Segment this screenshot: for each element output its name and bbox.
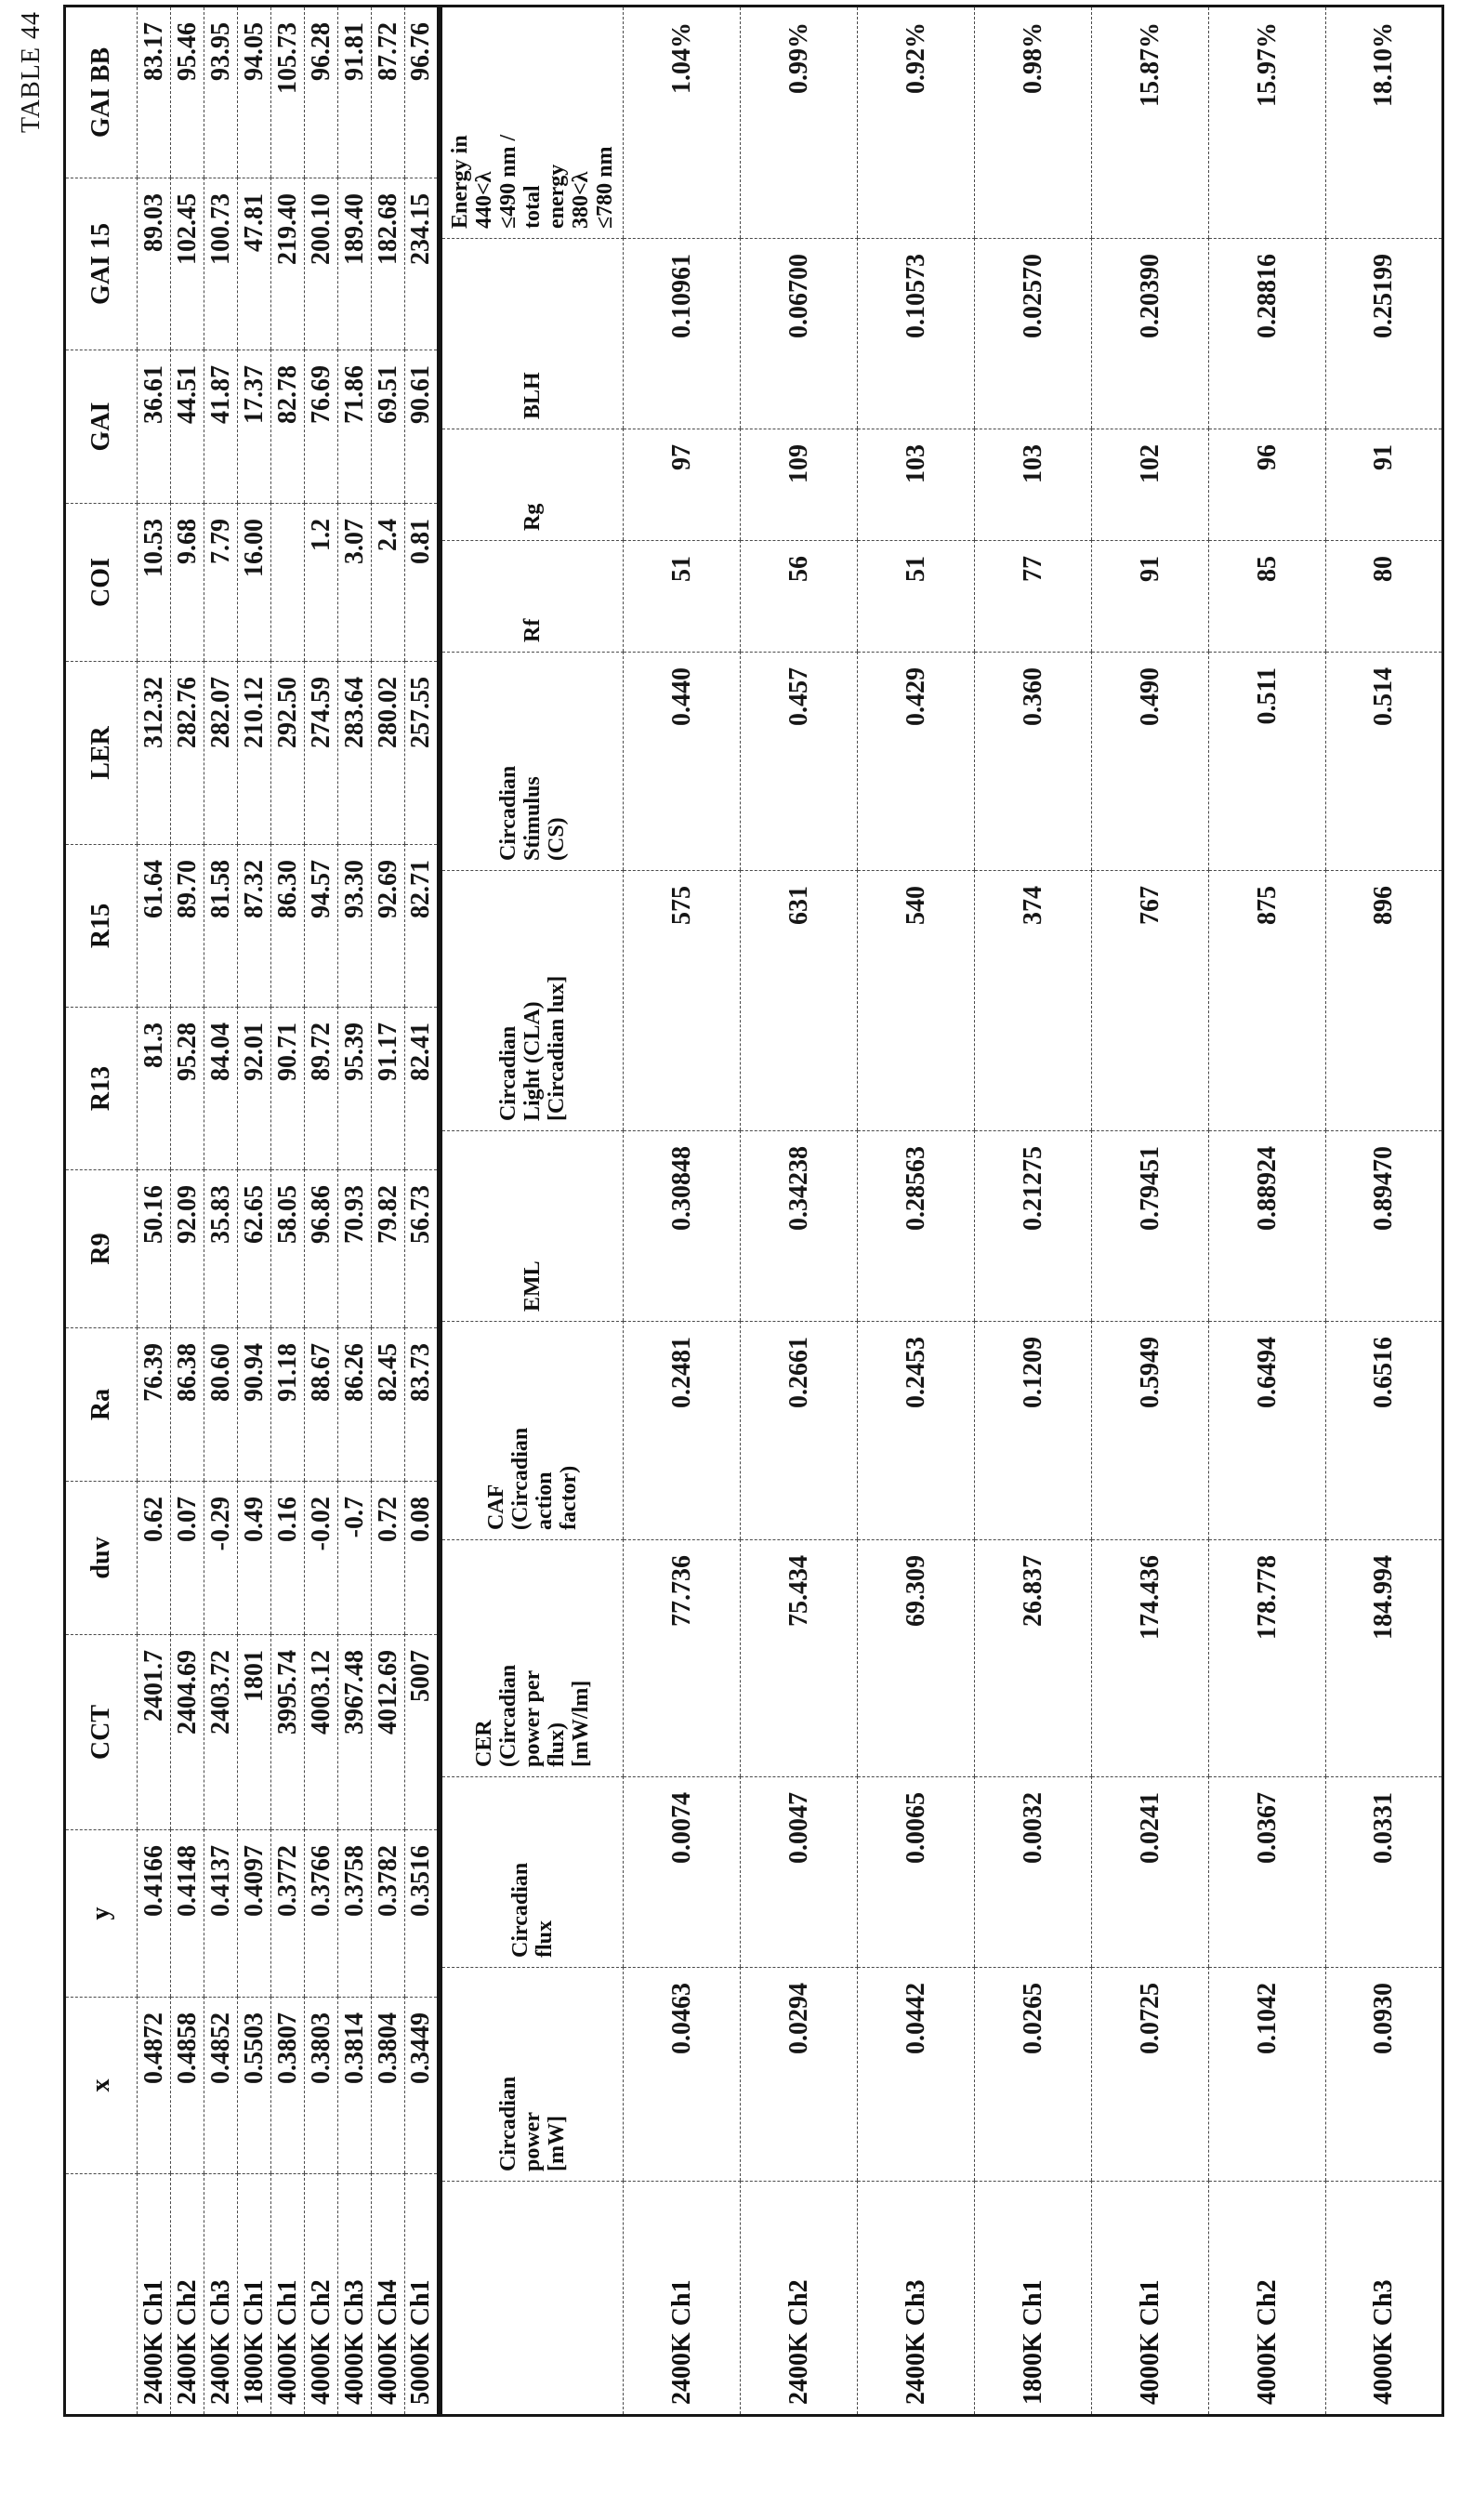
table-cell: 0.88924 — [1209, 1131, 1326, 1322]
table-cell: 0.3782 — [372, 1830, 405, 1998]
table-cell: 0.4872 — [138, 1998, 171, 2174]
row-label: 2400K Ch2 — [171, 2174, 204, 2416]
table-cell: 184.994 — [1326, 1540, 1443, 1777]
table-cell: 90.61 — [405, 350, 439, 504]
table-cell: 105.73 — [271, 7, 305, 178]
table-cell: 0.3803 — [305, 1998, 338, 2174]
table-cell: 81.58 — [204, 845, 238, 1008]
table-cell: 219.40 — [271, 178, 305, 350]
table-cell: 89.03 — [138, 178, 171, 350]
table-cell: 0.89470 — [1326, 1131, 1443, 1322]
table-row — [405, 7, 439, 2416]
rotated-table-area — [17, 7, 1431, 2417]
table-cell: 15.97% — [1209, 7, 1326, 239]
column-header: Circadian Light (CLA) [Circadian lux] — [441, 871, 624, 1131]
table-cell: 280.02 — [372, 662, 405, 845]
table-cell: 312.32 — [138, 662, 171, 845]
table-row — [624, 7, 741, 2416]
table-cell: 51 — [624, 541, 741, 653]
table-cell: 0.1209 — [975, 1322, 1092, 1540]
table-cell: 90.94 — [238, 1328, 271, 1482]
table-row — [1092, 7, 1209, 2416]
table-cell: 92.01 — [238, 1008, 271, 1170]
table-cell: 0.1042 — [1209, 1968, 1326, 2182]
table-cell: 86.38 — [171, 1328, 204, 1482]
table-cell: 0.3814 — [338, 1998, 372, 2174]
column-header: Ra — [65, 1328, 138, 1482]
table-cell: 84.04 — [204, 1008, 238, 1170]
table-row — [238, 7, 271, 2416]
table-row — [271, 7, 305, 2416]
column-header: Circadian flux — [441, 1777, 624, 1968]
table-cell: 0.79451 — [1092, 1131, 1209, 1322]
table-cell: 0.81 — [405, 504, 439, 662]
table-cell: 0.16 — [271, 1482, 305, 1635]
table-cell: 71.86 — [338, 350, 372, 504]
table-cell: 93.30 — [338, 845, 372, 1008]
table-cell: 0.08 — [405, 1482, 439, 1635]
table-cell: 0.0725 — [1092, 1968, 1209, 2182]
table-cell: 0.4148 — [171, 1830, 204, 1998]
table-cell: 0.0047 — [741, 1777, 858, 1968]
table-cell: 0.3449 — [405, 1998, 439, 2174]
table-cell: 5007 — [405, 1635, 439, 1830]
table-cell: 69.51 — [372, 350, 405, 504]
table-cell: 234.15 — [405, 178, 439, 350]
table-row — [138, 7, 171, 2416]
table-cell: 0.6494 — [1209, 1322, 1326, 1540]
table-cell: 1.04% — [624, 7, 741, 239]
table-cell: -0.7 — [338, 1482, 372, 1635]
table-cell: 0.490 — [1092, 653, 1209, 871]
table-cell: 374 — [975, 871, 1092, 1131]
table-cell: 2.4 — [372, 504, 405, 662]
table-row — [305, 7, 338, 2416]
table-cell: 9.68 — [171, 504, 204, 662]
table-cell: 0.0930 — [1326, 1968, 1443, 2182]
table-cell: 189.40 — [338, 178, 372, 350]
column-header: CER (Circadian power per flux) [mW/lm] — [441, 1540, 624, 1777]
table-cell: 90.71 — [271, 1008, 305, 1170]
table-cell: 100.73 — [204, 178, 238, 350]
table-cell: 875 — [1209, 871, 1326, 1131]
column-header: COI — [65, 504, 138, 662]
table-cell: 540 — [858, 871, 975, 1131]
table-cell: 109 — [741, 429, 858, 541]
table-cell: 95.46 — [171, 7, 204, 178]
table-cell: 82.71 — [405, 845, 439, 1008]
table-cell: 91 — [1092, 541, 1209, 653]
table-cell: 94.57 — [305, 845, 338, 1008]
table-cell: 82.78 — [271, 350, 305, 504]
table-cell: 0.6516 — [1326, 1322, 1443, 1540]
table-cell: 0.72 — [372, 1482, 405, 1635]
table-row — [204, 7, 238, 2416]
table-cell: 102 — [1092, 429, 1209, 541]
column-header: GAI BB — [65, 7, 138, 178]
table-cell: 0.0032 — [975, 1777, 1092, 1968]
table-cell: 3.07 — [338, 504, 372, 662]
table-cell: 76.39 — [138, 1328, 171, 1482]
row-label: 2400K Ch1 — [138, 2174, 171, 2416]
table-cell: 75.434 — [741, 1540, 858, 1777]
column-header: x — [65, 1998, 138, 2174]
table-cell: 0.34238 — [741, 1131, 858, 1322]
table-cell: 0.457 — [741, 653, 858, 871]
table-cell: 575 — [624, 871, 741, 1131]
row-label: 4000K Ch2 — [1209, 2182, 1326, 2416]
table-cell: 70.93 — [338, 1170, 372, 1328]
table-cell: 88.67 — [305, 1328, 338, 1482]
table-cell: -0.29 — [204, 1482, 238, 1635]
table-cell: 0.99% — [741, 7, 858, 239]
row-label: 5000K Ch1 — [405, 2174, 439, 2416]
row-label: 1800K Ch1 — [975, 2182, 1092, 2416]
table-row — [1326, 7, 1443, 2416]
table-row — [858, 7, 975, 2416]
table-cell: 0.429 — [858, 653, 975, 871]
table-cell: 282.07 — [204, 662, 238, 845]
table-cell: 0.07 — [171, 1482, 204, 1635]
table-cell: 0.10573 — [858, 239, 975, 429]
table-cell: 81.3 — [138, 1008, 171, 1170]
table-cell: 0.2453 — [858, 1322, 975, 1540]
row-label: 4000K Ch3 — [338, 2174, 372, 2416]
row-label: 2400K Ch2 — [741, 2182, 858, 2416]
table-cell: 896 — [1326, 871, 1443, 1131]
table-cell: 44.51 — [171, 350, 204, 504]
table-cell: 103 — [975, 429, 1092, 541]
table-cell: 91.17 — [372, 1008, 405, 1170]
row-label: 2400K Ch3 — [858, 2182, 975, 2416]
table-cell: 0.0294 — [741, 1968, 858, 2182]
table-cell: 0.511 — [1209, 653, 1326, 871]
table-cell: 0.440 — [624, 653, 741, 871]
table-caption: TABLE 44 — [17, 11, 46, 133]
table-cell: 83.73 — [405, 1328, 439, 1482]
column-header: R15 — [65, 845, 138, 1008]
column-header: CAF (Circadian action factor) — [441, 1322, 624, 1540]
table-cell: 92.09 — [171, 1170, 204, 1328]
table-cell: 2403.72 — [204, 1635, 238, 1830]
table-cell: 0.49 — [238, 1482, 271, 1635]
table-cell: 92.69 — [372, 845, 405, 1008]
table-cell: 0.4137 — [204, 1830, 238, 1998]
table-cell: 0.2661 — [741, 1322, 858, 1540]
table-cell: 210.12 — [238, 662, 271, 845]
table-cell: 89.70 — [171, 845, 204, 1008]
table-cell: 97 — [624, 429, 741, 541]
table-cell: 2401.7 — [138, 1635, 171, 1830]
column-header: EML — [441, 1131, 624, 1322]
table-cell: 82.45 — [372, 1328, 405, 1482]
header-row — [65, 7, 138, 2416]
row-label: 4000K Ch1 — [271, 2174, 305, 2416]
table-cell: 0.514 — [1326, 653, 1443, 871]
table-cell: 96.28 — [305, 7, 338, 178]
table-row — [975, 7, 1092, 2416]
table-cell: 85 — [1209, 541, 1326, 653]
table-cell: 86.30 — [271, 845, 305, 1008]
column-header: Circadian Stimulus (CS) — [441, 653, 624, 871]
table-cell: 58.05 — [271, 1170, 305, 1328]
table-cell: 96.76 — [405, 7, 439, 178]
table-cell: 77.736 — [624, 1540, 741, 1777]
table-cell: 41.87 — [204, 350, 238, 504]
table-cell: 0.0367 — [1209, 1777, 1326, 1968]
table-row — [171, 7, 204, 2416]
table-cell: 0.62 — [138, 1482, 171, 1635]
table-cell: 0.5949 — [1092, 1322, 1209, 1540]
table-cell: 86.26 — [338, 1328, 372, 1482]
table-cell: 0.0241 — [1092, 1777, 1209, 1968]
table-cell: 18.10% — [1326, 7, 1443, 239]
table-cell: 96.86 — [305, 1170, 338, 1328]
table-cell — [271, 504, 305, 662]
table-cell: 47.81 — [238, 178, 271, 350]
table-cell: 274.59 — [305, 662, 338, 845]
table-cell: 96 — [1209, 429, 1326, 541]
row-label: 4000K Ch3 — [1326, 2182, 1443, 2416]
table-cell: 80.60 — [204, 1328, 238, 1482]
table-cell: 0.28563 — [858, 1131, 975, 1322]
column-header: Rg — [441, 429, 624, 541]
table-cell: 15.87% — [1092, 7, 1209, 239]
table-cell: 282.76 — [171, 662, 204, 845]
table-cell: 0.30848 — [624, 1131, 741, 1322]
circadian-metrics-table — [440, 5, 1444, 2417]
table-cell: 103 — [858, 429, 975, 541]
table-cell: 4003.12 — [305, 1635, 338, 1830]
table-cell: 0.0265 — [975, 1968, 1092, 2182]
table-cell: 0.10961 — [624, 239, 741, 429]
row-label: 4000K Ch4 — [372, 2174, 405, 2416]
table-cell: 1801 — [238, 1635, 271, 1830]
column-header: LER — [65, 662, 138, 845]
table-cell: 56.73 — [405, 1170, 439, 1328]
table-cell: 50.16 — [138, 1170, 171, 1328]
table-cell: 36.61 — [138, 350, 171, 504]
table-cell: 87.72 — [372, 7, 405, 178]
table-cell: 257.55 — [405, 662, 439, 845]
column-header: R9 — [65, 1170, 138, 1328]
table-row — [372, 7, 405, 2416]
table-cell: 0.3766 — [305, 1830, 338, 1998]
table-cell: 0.360 — [975, 653, 1092, 871]
table-cell: 1.2 — [305, 504, 338, 662]
table-cell: 82.41 — [405, 1008, 439, 1170]
table-cell: 102.45 — [171, 178, 204, 350]
table-cell: 94.05 — [238, 7, 271, 178]
row-label: 4000K Ch2 — [305, 2174, 338, 2416]
table-cell: 0.21275 — [975, 1131, 1092, 1322]
table-cell: 631 — [741, 871, 858, 1131]
table-cell: 0.20390 — [1092, 239, 1209, 429]
table-cell: 91.81 — [338, 7, 372, 178]
colorimetric-metrics-table — [63, 5, 440, 2417]
table-cell: 292.50 — [271, 662, 305, 845]
table-cell: 0.28816 — [1209, 239, 1326, 429]
header-row — [441, 7, 624, 2416]
table-cell: 0.4852 — [204, 1998, 238, 2174]
column-header: duv — [65, 1482, 138, 1635]
table-cell: 0.3758 — [338, 1830, 372, 1998]
table-cell: 767 — [1092, 871, 1209, 1131]
table-cell: 283.64 — [338, 662, 372, 845]
corner-cell — [441, 2182, 624, 2416]
table-cell: 0.3772 — [271, 1830, 305, 1998]
column-header: Circadian power [mW] — [441, 1968, 624, 2182]
table-cell: 0.5503 — [238, 1998, 271, 2174]
table-row — [741, 7, 858, 2416]
column-header: GAI 15 — [65, 178, 138, 350]
table-cell: 76.69 — [305, 350, 338, 504]
table-cell: 91.18 — [271, 1328, 305, 1482]
row-label: 1800K Ch1 — [238, 2174, 271, 2416]
column-header: BLH — [441, 239, 624, 429]
table-cell: 0.92% — [858, 7, 975, 239]
table-cell: 0.0463 — [624, 1968, 741, 2182]
column-header: Energy in 440<λ ≤490 nm / total energy 380<λ ≤780 nm — [441, 7, 624, 239]
table-cell: 80 — [1326, 541, 1443, 653]
table-cell: 0.4097 — [238, 1830, 271, 1998]
table-cell: 0.98% — [975, 7, 1092, 239]
table-cell: 3967.48 — [338, 1635, 372, 1830]
column-header: CCT — [65, 1635, 138, 1830]
row-label: 4000K Ch1 — [1092, 2182, 1209, 2416]
column-header: Rf — [441, 541, 624, 653]
table-cell: 89.72 — [305, 1008, 338, 1170]
table-cell: 0.0442 — [858, 1968, 975, 2182]
table-cell: 95.28 — [171, 1008, 204, 1170]
table-cell: -0.02 — [305, 1482, 338, 1635]
table-cell: 83.17 — [138, 7, 171, 178]
table-cell: 0.3804 — [372, 1998, 405, 2174]
table-cell: 200.10 — [305, 178, 338, 350]
table-cell: 17.37 — [238, 350, 271, 504]
table-row — [338, 7, 372, 2416]
column-header: R13 — [65, 1008, 138, 1170]
table-cell: 2404.69 — [171, 1635, 204, 1830]
table-cell: 79.82 — [372, 1170, 405, 1328]
table-cell: 7.79 — [204, 504, 238, 662]
table-cell: 0.4166 — [138, 1830, 171, 1998]
table-cell: 62.65 — [238, 1170, 271, 1328]
table-cell: 4012.69 — [372, 1635, 405, 1830]
table-cell: 174.436 — [1092, 1540, 1209, 1777]
table-cell: 95.39 — [338, 1008, 372, 1170]
table-cell: 26.837 — [975, 1540, 1092, 1777]
table-cell: 0.0074 — [624, 1777, 741, 1968]
table-cell: 0.25199 — [1326, 239, 1443, 429]
table-cell: 0.2481 — [624, 1322, 741, 1540]
table-cell: 0.3807 — [271, 1998, 305, 2174]
table-cell: 93.95 — [204, 7, 238, 178]
table-cell: 178.778 — [1209, 1540, 1326, 1777]
table-cell: 56 — [741, 541, 858, 653]
table-cell: 0.0331 — [1326, 1777, 1443, 1968]
table-cell: 35.83 — [204, 1170, 238, 1328]
table-cell: 0.02570 — [975, 239, 1092, 429]
table-cell: 91 — [1326, 429, 1443, 541]
table-cell: 0.4858 — [171, 1998, 204, 2174]
column-header: y — [65, 1830, 138, 1998]
table-cell: 69.309 — [858, 1540, 975, 1777]
table-cell: 0.0065 — [858, 1777, 975, 1968]
corner-cell — [65, 2174, 138, 2416]
row-label: 2400K Ch1 — [624, 2182, 741, 2416]
table-cell: 0.06700 — [741, 239, 858, 429]
table-cell: 16.00 — [238, 504, 271, 662]
row-label: 2400K Ch3 — [204, 2174, 238, 2416]
table-cell: 77 — [975, 541, 1092, 653]
table-cell: 0.3516 — [405, 1830, 439, 1998]
table-cell: 51 — [858, 541, 975, 653]
column-header: GAI — [65, 350, 138, 504]
table-cell: 182.68 — [372, 178, 405, 350]
table-row — [1209, 7, 1326, 2416]
table-cell: 3995.74 — [271, 1635, 305, 1830]
table-cell: 61.64 — [138, 845, 171, 1008]
table-cell: 87.32 — [238, 845, 271, 1008]
table-cell: 10.53 — [138, 504, 171, 662]
